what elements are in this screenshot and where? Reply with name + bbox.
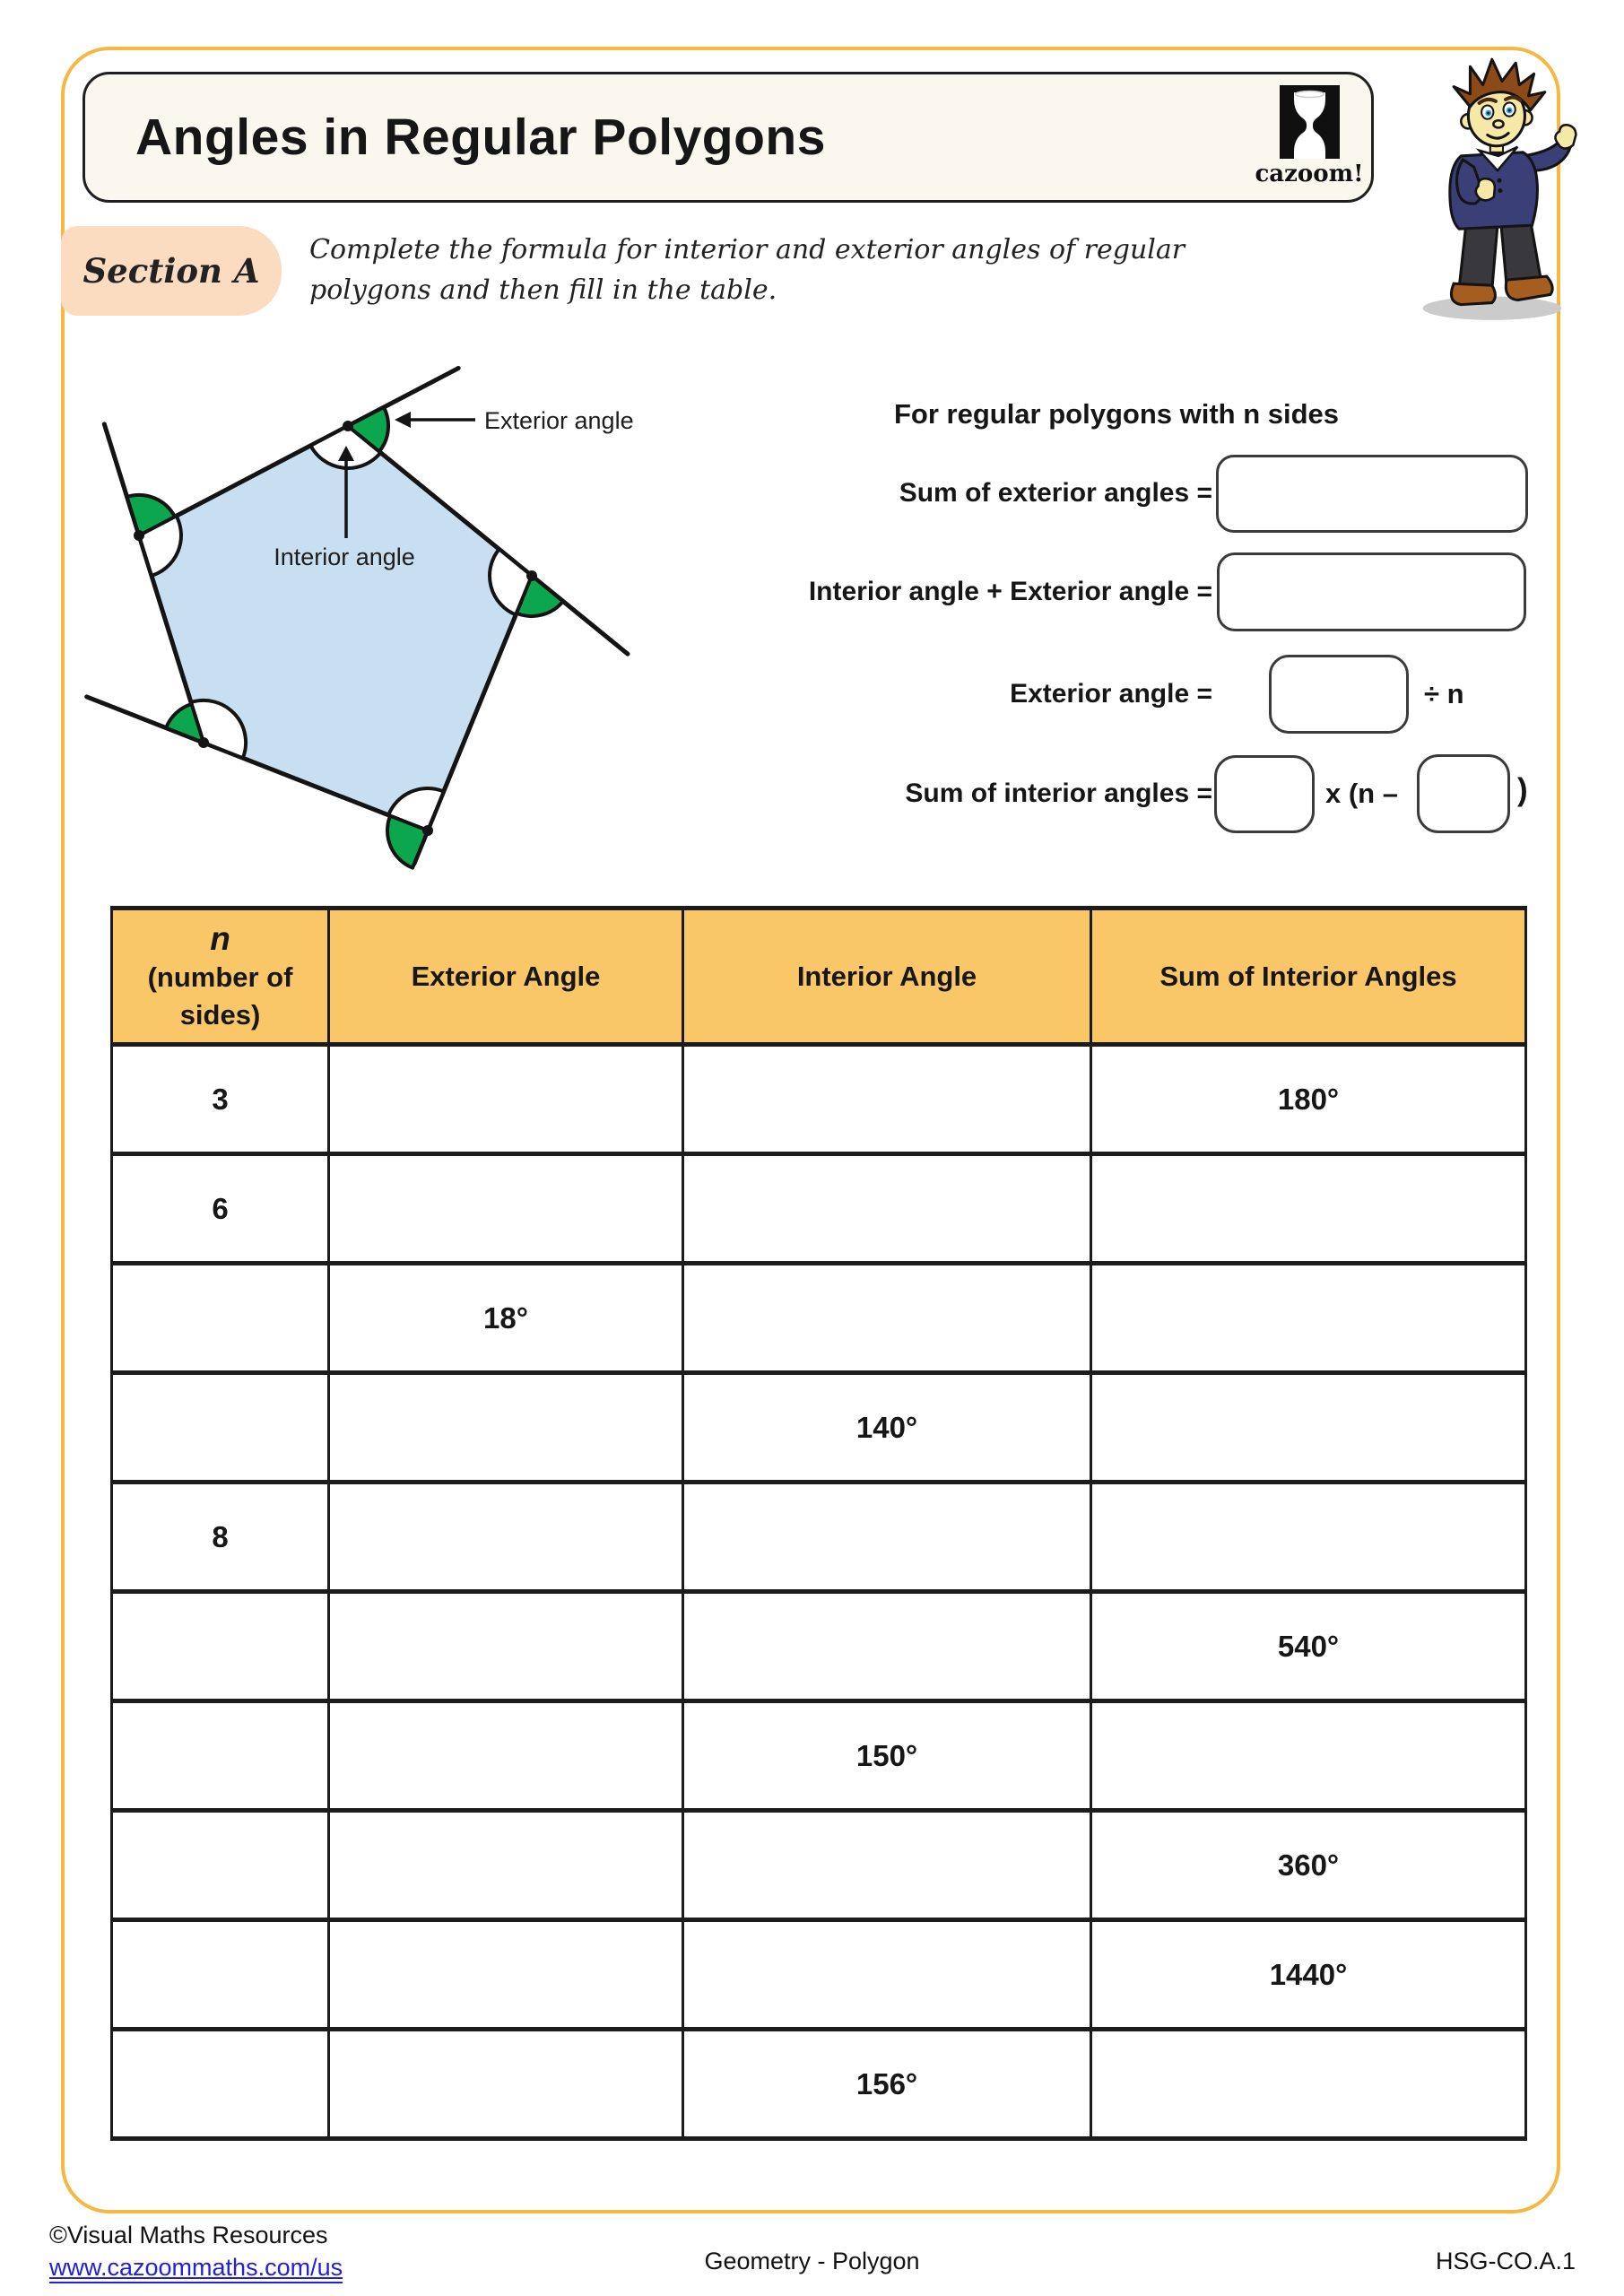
polygon-diagram	[54, 336, 682, 897]
cazoom-logo-icon	[1280, 85, 1340, 159]
answer-box-sum-interior-a[interactable]	[1214, 755, 1315, 833]
formula-heading: For regular polygons with n sides	[893, 398, 1340, 430]
cell-interior[interactable]: 140°	[683, 1373, 1091, 1483]
answer-box-exterior[interactable]	[1269, 655, 1409, 734]
footer-topic: Geometry - Polygon	[704, 2248, 920, 2274]
cell-exterior[interactable]	[329, 1045, 683, 1154]
cell-sum[interactable]	[1091, 1483, 1526, 1592]
cell-n[interactable]	[112, 1920, 329, 2030]
cell-interior[interactable]	[683, 1045, 1091, 1154]
exterior-angle-arrowhead	[395, 412, 411, 428]
table-header-n	[112, 909, 329, 1045]
cell-n[interactable]	[112, 1811, 329, 1920]
answer-box-sum-interior-b[interactable]	[1417, 754, 1510, 833]
formula-suffix-divide-n: ÷ n	[1424, 678, 1464, 709]
table-header-sum: Sum of Interior Angles	[1091, 909, 1526, 1045]
table-row	[112, 1592, 1526, 1701]
table-row	[112, 1045, 1526, 1154]
cell-n[interactable]	[112, 1592, 329, 1701]
cell-exterior[interactable]	[329, 1920, 683, 2030]
cell-sum[interactable]	[1091, 1264, 1526, 1373]
cell-n[interactable]	[112, 1701, 329, 1811]
cell-interior[interactable]: 150°	[683, 1701, 1091, 1811]
cell-interior[interactable]	[683, 1920, 1091, 2030]
logo-text: cazoom!	[1255, 161, 1364, 187]
cell-exterior[interactable]	[329, 1592, 683, 1701]
formula-mid-x-n-minus: x (n –	[1325, 778, 1398, 809]
cell-n[interactable]: 8	[112, 1483, 329, 1592]
cell-exterior[interactable]: 18°	[329, 1264, 683, 1373]
title-box	[83, 72, 1374, 203]
table-row	[112, 1154, 1526, 1264]
cell-exterior[interactable]	[329, 1373, 683, 1483]
cell-sum[interactable]	[1091, 1154, 1526, 1264]
footer-standard-code: HSG-CO.A.1	[1435, 2248, 1576, 2274]
table-header-n-caption1: (number of	[147, 961, 293, 993]
table-row	[112, 1264, 1526, 1373]
cell-interior[interactable]	[683, 1264, 1091, 1373]
cell-n[interactable]	[112, 1373, 329, 1483]
table-row	[112, 1920, 1526, 2030]
formula-label-sum-interior: Sum of interior angles =	[905, 778, 1212, 808]
cell-n[interactable]: 6	[112, 1154, 329, 1264]
cell-sum[interactable]	[1091, 2030, 1526, 2139]
interior-angle-label: Interior angle	[274, 544, 415, 570]
cell-exterior[interactable]	[329, 1811, 683, 1920]
cell-interior[interactable]: 156°	[683, 2030, 1091, 2139]
answer-box-int-plus-ext[interactable]	[1217, 552, 1526, 631]
cell-n[interactable]: 3	[112, 1045, 329, 1154]
exterior-angle-label: Exterior angle	[484, 407, 634, 434]
cell-n[interactable]	[112, 1264, 329, 1373]
cell-exterior[interactable]	[329, 2030, 683, 2139]
cell-exterior[interactable]	[329, 1154, 683, 1264]
cell-exterior[interactable]	[329, 1483, 683, 1592]
cell-interior[interactable]	[683, 1592, 1091, 1701]
table-header-interior: Interior Angle	[683, 909, 1091, 1045]
formula-label-sum-exterior: Sum of exterior angles =	[899, 478, 1212, 508]
cell-sum[interactable]: 360°	[1091, 1811, 1526, 1920]
table-row	[112, 2030, 1526, 2139]
cell-sum[interactable]	[1091, 1373, 1526, 1483]
cell-n[interactable]	[112, 2030, 329, 2139]
cell-interior[interactable]	[683, 1811, 1091, 1920]
cell-interior[interactable]	[683, 1483, 1091, 1592]
page-title: Angles in Regular Polygons	[135, 109, 826, 166]
section-badge: Section A	[61, 226, 282, 316]
table-row	[112, 1701, 1526, 1811]
table-header-n-caption2: sides)	[179, 998, 261, 1031]
footer-copyright: ©Visual Maths Resources	[49, 2222, 328, 2248]
table-row	[112, 1373, 1526, 1483]
footer-link[interactable]: www.cazoommaths.com/us	[49, 2254, 343, 2283]
table-header-n-symbol: n	[210, 919, 230, 957]
cell-exterior[interactable]	[329, 1701, 683, 1811]
cell-interior[interactable]	[683, 1154, 1091, 1264]
table-row	[112, 1483, 1526, 1592]
angles-table	[110, 906, 1527, 2141]
answer-box-sum-exterior[interactable]	[1216, 455, 1528, 533]
formula-label-int-plus-ext: Interior angle + Exterior angle =	[808, 577, 1212, 606]
table-header-row	[112, 909, 1526, 1045]
instructions-line2: polygons and then fill in the table.	[309, 274, 777, 306]
cell-sum[interactable]: 1440°	[1091, 1920, 1526, 2030]
cell-sum[interactable]: 180°	[1091, 1045, 1526, 1154]
cell-sum[interactable]	[1091, 1701, 1526, 1811]
cazoom-logo	[1244, 85, 1375, 187]
mascot-illustration	[1411, 52, 1591, 326]
table-header-exterior: Exterior Angle	[329, 909, 683, 1045]
formula-label-exterior: Exterior angle =	[1010, 679, 1212, 709]
instructions	[309, 230, 1323, 310]
table-row	[112, 1811, 1526, 1920]
formula-suffix-close-paren: )	[1517, 772, 1528, 807]
cell-sum[interactable]: 540°	[1091, 1592, 1526, 1701]
instructions-line1: Complete the formula for interior and exterior angles of regular	[309, 234, 1185, 265]
